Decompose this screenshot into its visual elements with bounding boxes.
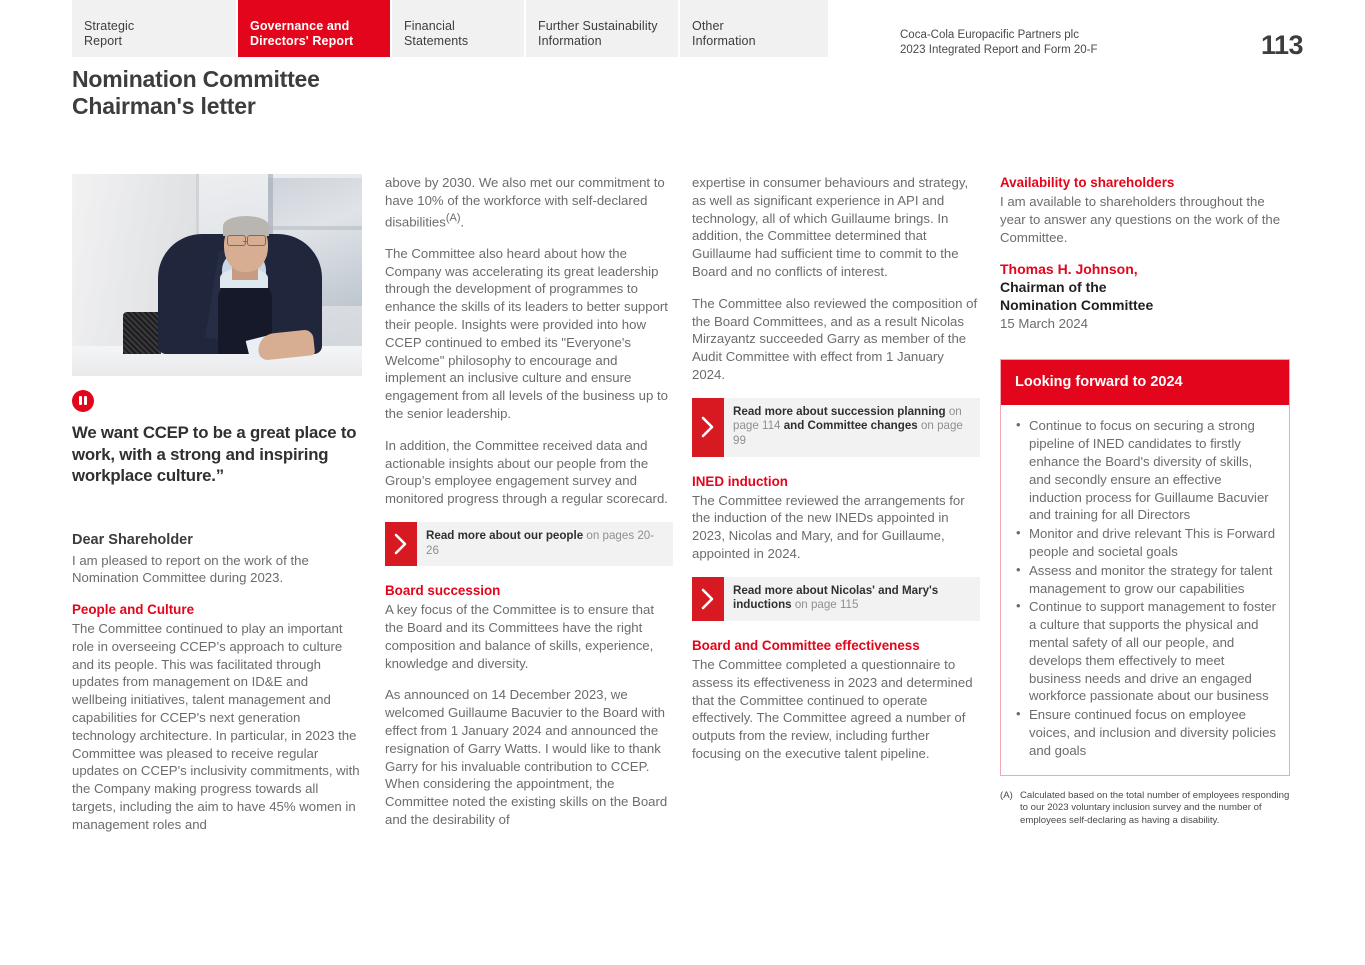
nav-left-spacer bbox=[0, 0, 72, 57]
looking-forward-body bbox=[1001, 405, 1289, 774]
paragraph-continued-period: . bbox=[460, 213, 465, 229]
read-more-callout-people[interactable] bbox=[385, 522, 673, 566]
document-report-name: 2023 Integrated Report and Form 20-F bbox=[900, 44, 1098, 56]
looking-forward-box bbox=[1000, 359, 1290, 775]
read-more-callout-succession-planning[interactable] bbox=[692, 398, 980, 457]
heading-dear-shareholder: Dear Shareholder bbox=[72, 531, 193, 548]
document-meta bbox=[900, 28, 1098, 58]
nav-tab-label-line1: Governance and bbox=[250, 19, 350, 33]
heading-ined-induction: INED induction bbox=[692, 473, 788, 489]
chevron-right-icon bbox=[692, 398, 724, 457]
heading-board-and-committee-effectiveness: Board and Committee effectiveness bbox=[692, 637, 920, 653]
quotation-mark-icon bbox=[72, 390, 94, 412]
paragraph-succession-announcement: As announced on 14 December 2023, we welcomed Guillaume Bacuvier to the Board with effect from 1 January 2024 and announced the resignation of Garry Watts. I would like to thank Garry for his invaluable contribution to CCEP. When considering the appointment, the Committee noted the existing skills on the Board and the desirability of bbox=[385, 687, 668, 827]
list-item: • Ensure continued focus on employee voices, and inclusion and diversity policies and goals bbox=[1009, 706, 1277, 759]
list-item: • Continue to focus on securing a strong pipeline of INED candidates to firstly enhance the Board's diversity of skills, and secondly ensure an effective induction process for Guillaume Bacuvier and training for all Directors bbox=[1009, 417, 1277, 524]
read-more-callout-text bbox=[724, 577, 980, 621]
page-title bbox=[72, 66, 320, 120]
signature-block bbox=[1000, 260, 1290, 333]
nav-tab-label-line2: Information bbox=[538, 34, 602, 48]
paragraph-board-effectiveness: The Committee completed a questionnaire to assess its effectiveness in 2023 and determined that the Committee continued to operate effectively. The Committee agreed a number of outputs from the review, including further focusing on the executive talent pipeline. bbox=[692, 656, 973, 761]
footnote-reference-a: (A) bbox=[445, 211, 461, 224]
chairman-portrait-photo bbox=[72, 174, 362, 376]
nav-tab-financial-statements[interactable] bbox=[392, 0, 524, 57]
signature-date: 15 March 2024 bbox=[1000, 316, 1088, 332]
document-company-name: Coca-Cola Europacific Partners plc bbox=[900, 29, 1079, 41]
paragraph-committee-composition: The Committee also reviewed the composition of the Board Committees, and as a result Nicolas Mirzayantz succeeded Garry as member of the Audit Committee with effect from 1 January 2024. bbox=[692, 295, 978, 382]
nav-tab-label-line2: Directors' Report bbox=[250, 34, 354, 48]
nav-tab-label-line2: Information bbox=[692, 34, 756, 48]
content-column-3 bbox=[692, 174, 980, 777]
callout-bold-label: Read more about Nicolas' and Mary's inductions bbox=[733, 583, 939, 612]
list-item: • Continue to support management to foster a culture that supports the physical and mental safety of all our people, and develops them effectively to meet business needs and drive an engaged workforce passionate about our business bbox=[1009, 598, 1277, 705]
chevron-right-icon bbox=[692, 577, 724, 621]
read-more-callout-inductions[interactable] bbox=[692, 577, 980, 621]
paragraph-continued-disabilities bbox=[385, 174, 673, 231]
nav-tab-further-sustainability-information[interactable] bbox=[526, 0, 678, 57]
signature-name: Thomas H. Johnson, bbox=[1000, 261, 1138, 278]
footnote-text: Calculated based on the total number of employees responding to our 2023 voluntary inclusion survey and the number of employees self-declaring as having a disability. bbox=[1020, 789, 1290, 826]
page-number: 113 bbox=[1260, 30, 1303, 60]
callout-bold-label: Read more about our people bbox=[426, 528, 584, 542]
heading-people-and-culture: People and Culture bbox=[72, 602, 195, 618]
looking-forward-heading: Looking forward to 2024 bbox=[1001, 360, 1289, 405]
paragraph-continued-text: above by 2030. We also met our commitment to have 10% of the workforce with self-declared disabilities bbox=[385, 175, 665, 229]
nav-tab-label-line1: Other bbox=[692, 19, 724, 33]
paragraph-people-and-culture: The Committee continued to play an important role in overseeing CCEP’s approach to culture and its people. This was facilitated through updates from management on ID&E and wellbeing initiatives, talent management and capabilities for CCEP's next generation technology architecture. In particular, in 2023 the Committee was pleased to receive regular updates on CCEP's inclusivity commitments, with the Company making progress towards all targets, including the aim to have 45% women in management roles and bbox=[72, 621, 360, 832]
nav-tab-strategic-report[interactable] bbox=[72, 0, 236, 57]
nav-tab-other-information[interactable] bbox=[680, 0, 828, 57]
pull-quote: We want CCEP to be a great place to work, with a strong and inspiring workplace culture.” bbox=[72, 423, 357, 485]
paragraph-intro: I am pleased to report on the work of the Nomination Committee during 2023. bbox=[72, 552, 309, 586]
looking-forward-bullet-list bbox=[1009, 417, 1277, 759]
callout-rest-label: on page 115 bbox=[791, 598, 859, 612]
page-title-line1: Nomination Committee bbox=[72, 66, 320, 92]
paragraph-leadership-development: The Committee also heard about how the Company was accelerating its great leadership through the development of programmes to enhance the skills of its leaders to better support their people. Insights were provided into how CCEP continued to embed its "Everyone's Welcome" philosophy to encourage and implement an inclusive culture and ensure engagement from all levels of the business up to the senior leadership. bbox=[385, 245, 668, 421]
page-title-line2: Chairman's letter bbox=[72, 93, 256, 119]
read-more-callout-text bbox=[724, 398, 980, 457]
list-item: • Assess and monitor the strategy for talent management to grow our capabilities bbox=[1009, 562, 1277, 598]
section-navigation-bar bbox=[0, 0, 1365, 57]
signature-role-line2: Nomination Committee bbox=[1000, 297, 1154, 314]
callout-mid-label: on page 114 bbox=[733, 404, 962, 433]
content-column-4 bbox=[1000, 174, 1290, 827]
content-column-1 bbox=[72, 174, 362, 848]
signature-role-line1: Chairman of the bbox=[1000, 279, 1107, 296]
heading-board-succession: Board succession bbox=[385, 583, 501, 599]
nav-tab-governance-and-directors-report[interactable] bbox=[238, 0, 390, 57]
heading-availability-to-shareholders: Availability to shareholders bbox=[1000, 175, 1175, 190]
content-column-2 bbox=[385, 174, 673, 843]
nav-tab-label-line1: Financial bbox=[404, 19, 455, 33]
paragraph-expertise: expertise in consumer behaviours and strategy, as well as significant experience in API and technology, all of which Guillaume brings. In addition, the Committee determined that Guillaume had sufficient time to commit to the Board and no conflicts of interest. bbox=[692, 175, 969, 279]
nav-tab-label-line2: Report bbox=[84, 34, 123, 48]
paragraph-succession-focus: A key focus of the Committee is to ensure that the Board and its Committees have the right composition and balance of skills, experience, knowledge and diversity. bbox=[385, 602, 655, 671]
footnote-marker: (A) bbox=[1000, 789, 1013, 801]
nav-tab-label-line2: Statements bbox=[404, 34, 469, 48]
callout-bold-label-1: Read more about succession planning bbox=[733, 404, 946, 418]
read-more-callout-text bbox=[417, 522, 673, 566]
nav-tab-label-line1: Strategic bbox=[84, 19, 135, 33]
list-item: • Monitor and drive relevant This is Forward people and societal goals bbox=[1009, 525, 1277, 561]
nav-tab-label-line1: Further Sustainability bbox=[538, 19, 658, 33]
callout-rest-label: on page 99 bbox=[733, 419, 963, 447]
footnote bbox=[1000, 790, 1290, 828]
chevron-right-icon bbox=[385, 522, 417, 566]
callout-bold-label-2: and Committee changes bbox=[783, 419, 918, 433]
paragraph-ined-induction: The Committee reviewed the arrangements for the induction of the new INEDs appointed in 2023, Nicolas and Mary, and for Guillaume, appointed in 2024. bbox=[692, 492, 965, 561]
paragraph-employee-insights: In addition, the Committee received data and actionable insights about our people from the Group’s employee engagement survey and monitored progress through a regular scorecard. bbox=[385, 437, 668, 507]
callout-rest-label: on pages 20-26 bbox=[426, 528, 655, 557]
paragraph-availability: I am available to shareholders throughout the year to answer any questions on the work of the Committee. bbox=[1000, 194, 1281, 245]
